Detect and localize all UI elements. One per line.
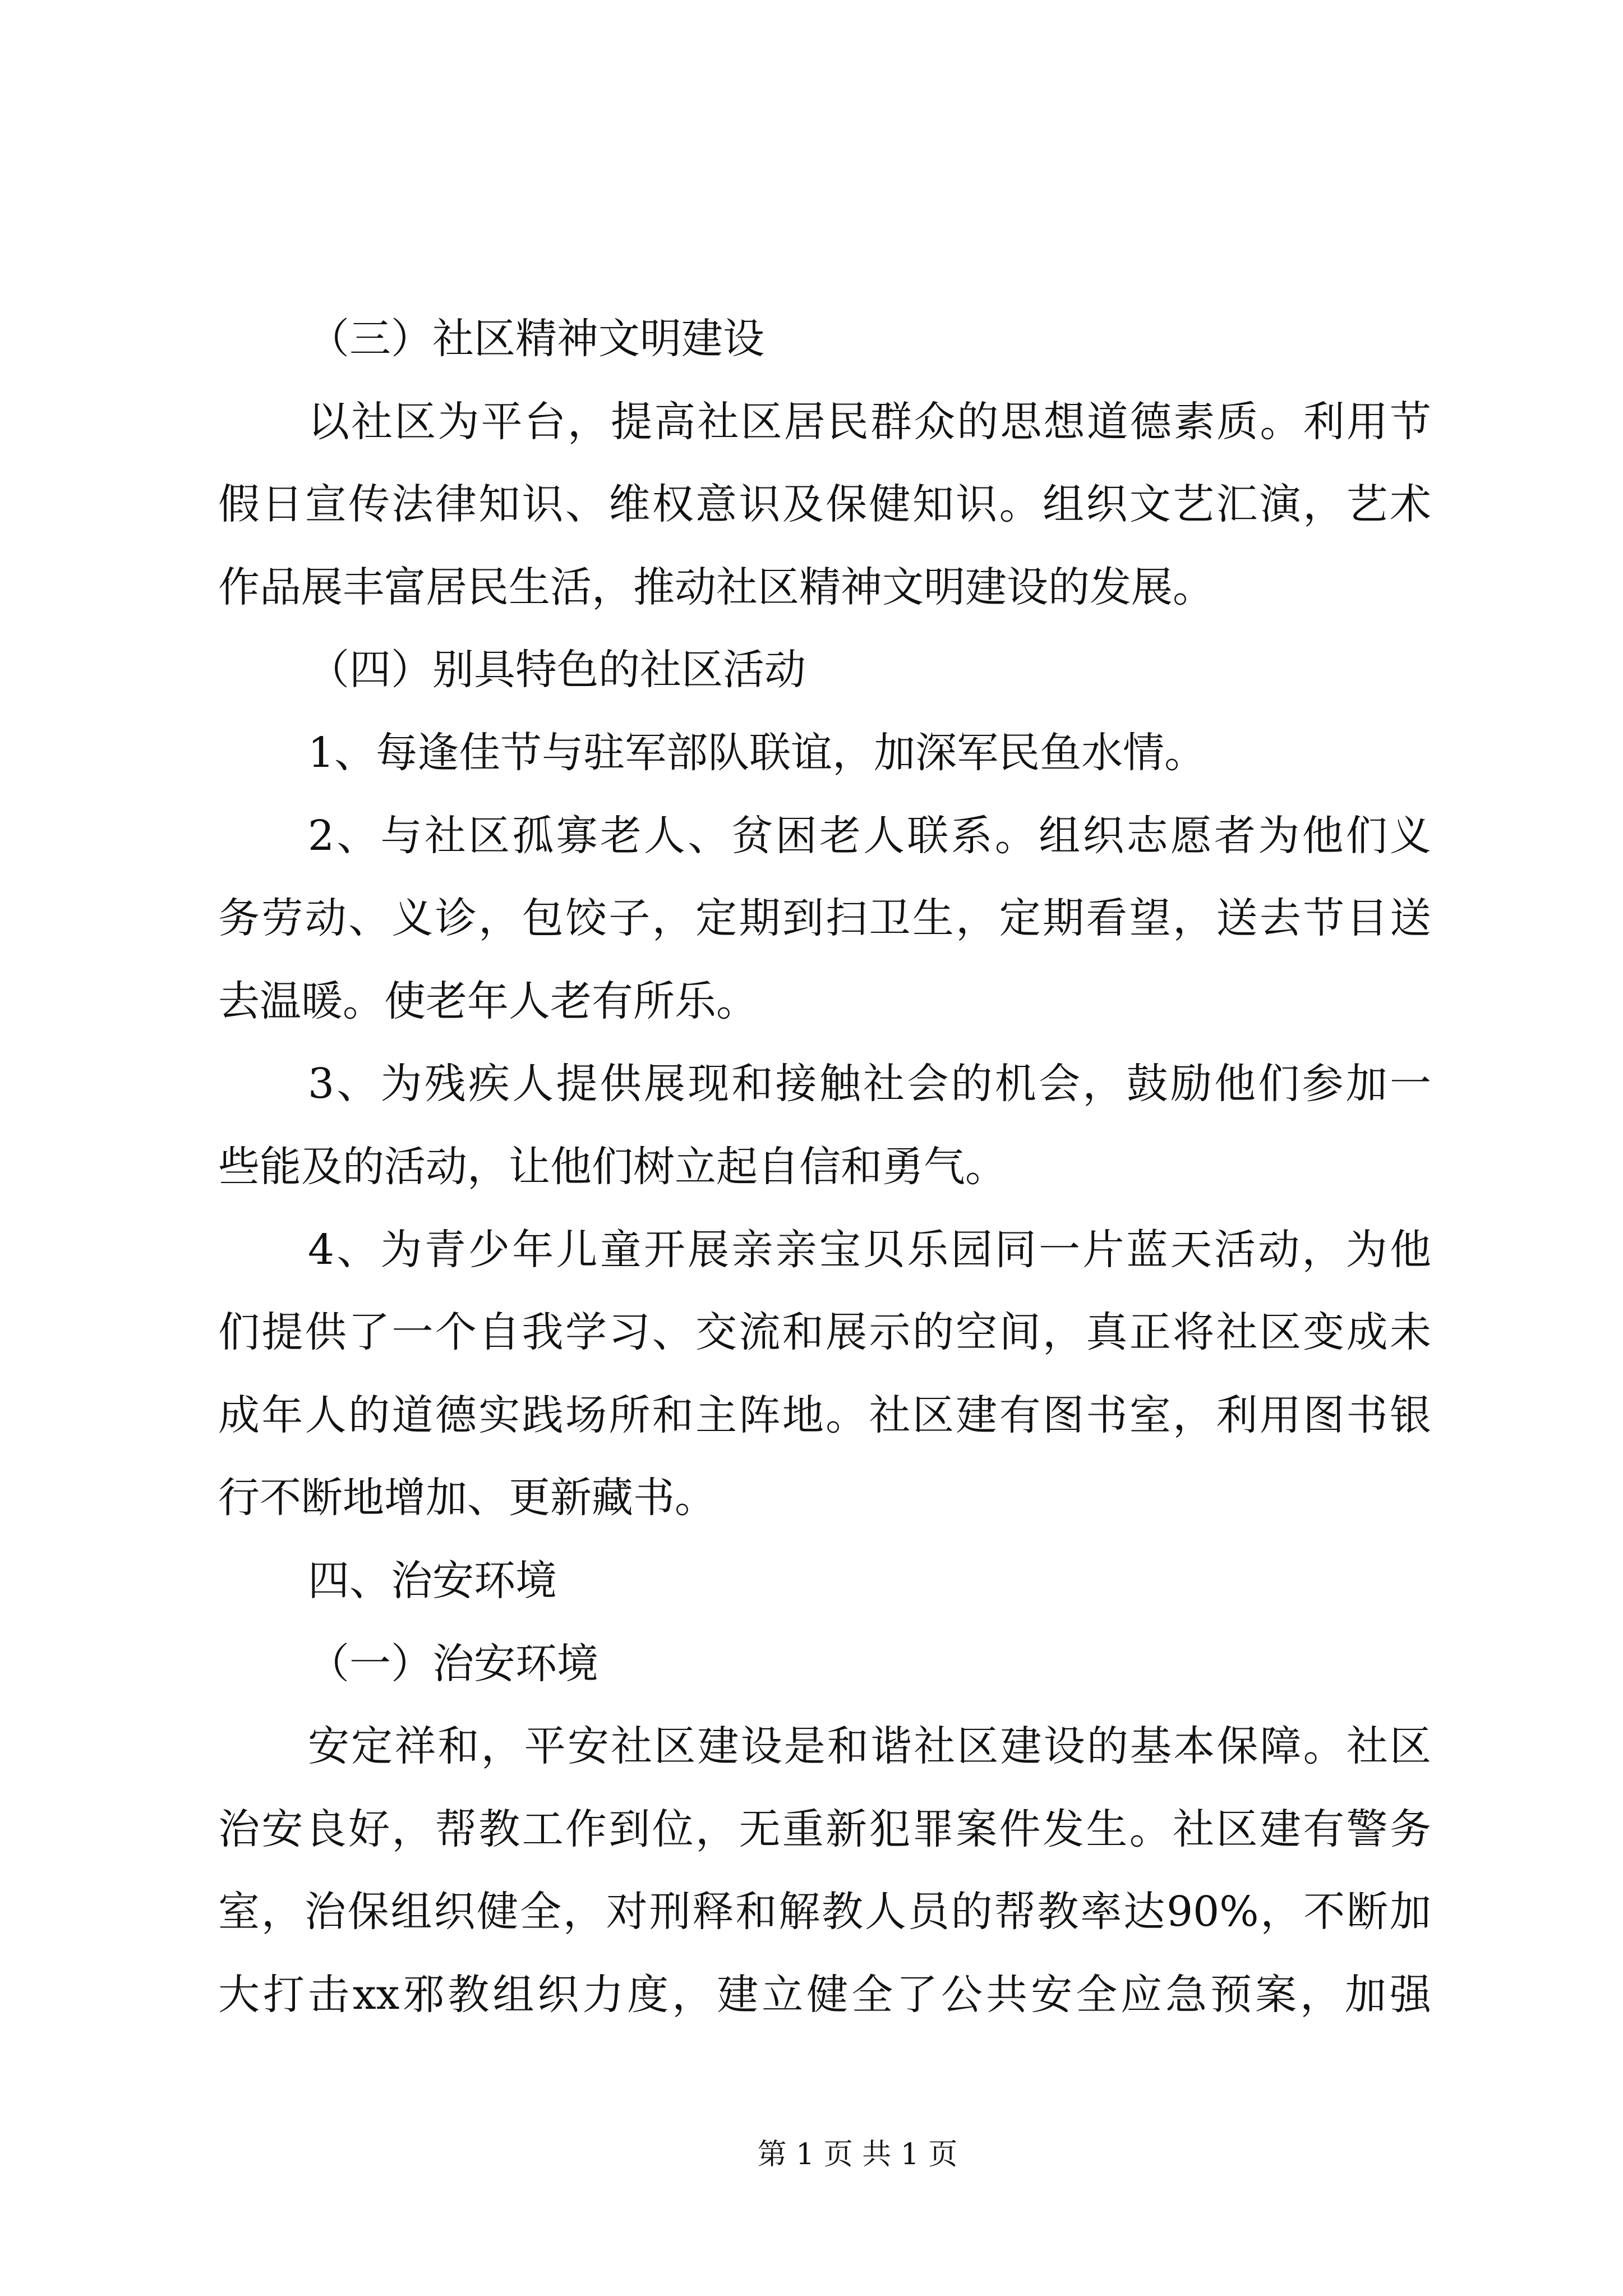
paragraph-line: 2、与社区孤寡老人、贫困老人联系。组织志愿者为他们义 — [308, 811, 1431, 860]
paragraph-line: 些能及的活动，让他们树立起自信和勇气。 — [218, 1142, 1007, 1191]
paragraph — [218, 381, 1431, 629]
list-item — [218, 1209, 1431, 1540]
paragraph-line: 假日宣传法律知识、维权意识及保健知识。组织文艺汇演，艺术 — [218, 480, 1431, 529]
paragraph-line: 治安良好，帮教工作到位，无重新犯罪案件发生。社区建有警务 — [218, 1805, 1431, 1853]
paragraph-line: 1、每逢佳节与驻军部队联谊，加深军民鱼水情。 — [308, 728, 1206, 777]
document-body — [218, 298, 1431, 2036]
paragraph-line: 去温暖。使老年人老有所乐。 — [218, 977, 758, 1025]
section-heading: 四、治安环境 — [308, 1556, 557, 1605]
subsection-heading: （一）治安环境 — [308, 1639, 598, 1688]
paragraph-line: 行不断地增加、更新藏书。 — [218, 1474, 716, 1522]
paragraph-line: 成年人的道德实践场所和主阵地。社区建有图书室，利用图书银 — [218, 1391, 1431, 1439]
paragraph — [218, 1705, 1431, 2036]
paragraph-line: 务劳动、义诊，包饺子，定期到扫卫生，定期看望，送去节目送 — [218, 894, 1431, 943]
paragraph-line: 4、为青少年儿童开展亲亲宝贝乐园同一片蓝天活动，为他 — [308, 1225, 1431, 1274]
section-heading: （三）社区精神文明建设 — [308, 315, 764, 363]
page-footer: 第 1 页 共 1 页 — [757, 2138, 958, 2171]
paragraph-line: 3、为残疾人提供展现和接触社会的机会，鼓励他们参加一 — [308, 1060, 1431, 1108]
paragraph-line: 安定祥和，平安社区建设是和谐社区建设的基本保障。社区 — [308, 1722, 1431, 1771]
list-item — [218, 1043, 1431, 1208]
list-item — [218, 795, 1431, 1043]
paragraph-line: 以社区为平台，提高社区居民群众的思想道德素质。利用节 — [308, 397, 1431, 446]
paragraph-line: 们提供了一个自我学习、交流和展示的空间，真正将社区变成未 — [218, 1308, 1431, 1357]
section-heading: （四）别具特色的社区活动 — [308, 646, 806, 694]
paragraph-line: 大打击xx邪教组织力度，建立健全了公共安全应急预案，加强 — [218, 1970, 1431, 2019]
paragraph-line: 作品展丰富居民生活，推动社区精神文明建设的发展。 — [218, 563, 1214, 611]
paragraph-line: 室，治保组织健全，对刑释和解教人员的帮教率达90%，不断加 — [218, 1888, 1431, 1936]
list-item — [218, 712, 1431, 795]
